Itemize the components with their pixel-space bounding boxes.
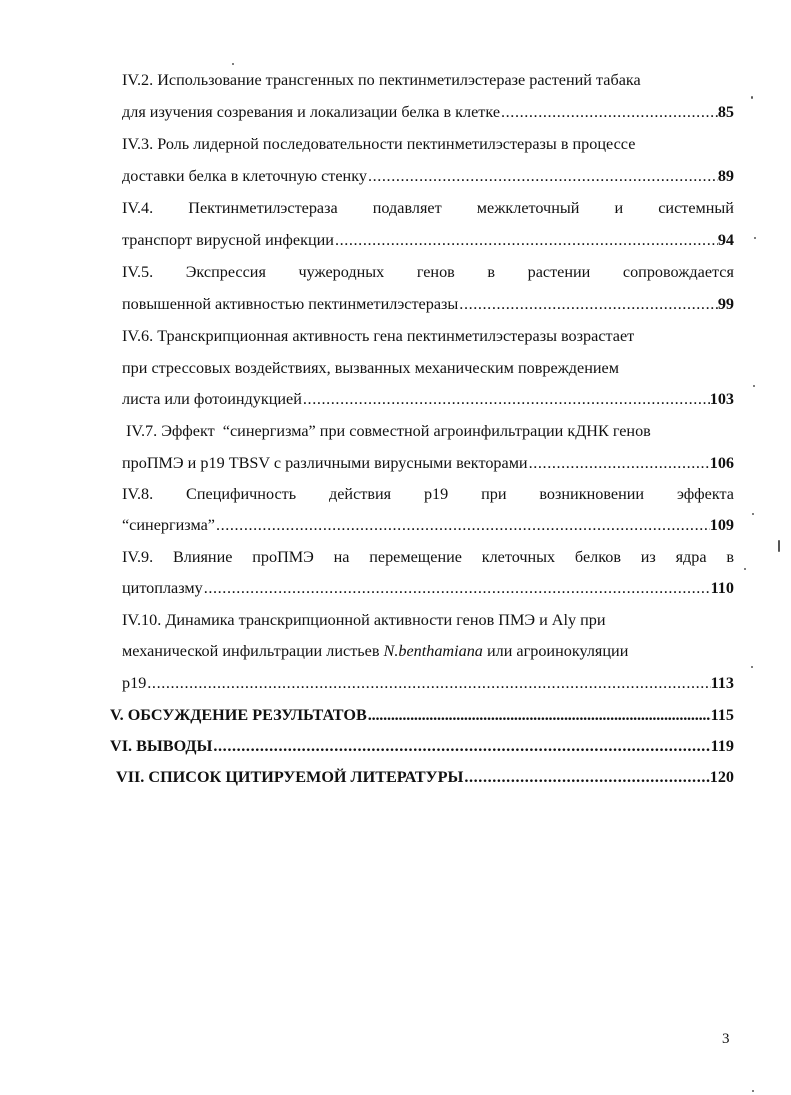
toc-word: межклеточный (476, 199, 580, 217)
toc-entry-iv3-line2 (122, 166, 734, 186)
dot-leader (367, 705, 711, 725)
toc-word: при (481, 485, 507, 503)
toc-page-number: 113 (710, 674, 734, 692)
toc-word: р19 (423, 485, 449, 503)
dot-leader (334, 230, 718, 250)
toc-entry-iv6-line1 (122, 326, 734, 346)
toc-entry-iv9-line1 (122, 547, 734, 567)
toc-entry-iv4-line1 (122, 198, 734, 218)
toc-entry-iv8-line2 (122, 515, 734, 535)
scan-speck (232, 63, 234, 65)
toc-text: проПМЭ и р19 TBSV с различными вирусными векторами (122, 454, 528, 472)
scan-speck (751, 96, 753, 99)
toc-entry-iv2-line2 (122, 102, 734, 122)
toc-word: системный (658, 199, 734, 217)
toc-section-vi (110, 736, 734, 756)
toc-word: IV.8. (122, 485, 154, 503)
toc-text: цитоплазму (122, 579, 203, 597)
toc-text: для изучения созревания и локализации белка в клетке (122, 103, 501, 121)
toc-text: IV.6. Транскрипционная активность гена пектинметилэстеразы возрастает (122, 327, 635, 345)
toc-entry-iv9-line2 (122, 578, 734, 598)
toc-text: транспорт вирусной инфекции (122, 231, 334, 249)
toc-word: в (726, 548, 734, 566)
toc-section-label: V. ОБСУЖДЕНИЕ РЕЗУЛЬТАТОВ (110, 706, 367, 724)
toc-page-number: 103 (709, 390, 734, 408)
dot-leader (215, 515, 710, 535)
species-name: N.benthamiana (383, 642, 483, 660)
toc-entry-iv5-line1 (122, 262, 734, 282)
dot-leader (146, 673, 710, 693)
toc-page-number: 110 (710, 579, 734, 597)
toc-page-number: 119 (710, 737, 734, 755)
toc-word: Пектинметилэстераза (188, 199, 338, 217)
toc-word: подавляет (372, 199, 442, 217)
toc-word: на (333, 548, 350, 566)
toc-entry-iv5-line2 (122, 294, 734, 314)
dot-leader (212, 736, 710, 756)
scan-speck (778, 540, 780, 552)
toc-text: IV.7. Эффект “синергизма” при совместной агроинфильтрации кДНК генов (126, 422, 651, 440)
dot-leader (302, 389, 710, 409)
dot-leader (367, 166, 718, 186)
dot-leader (500, 102, 718, 122)
toc-word: Специфичность (186, 485, 297, 503)
toc-page-number: 106 (709, 454, 734, 472)
toc-text: при стрессовых воздействиях, вызванных механическим повреждением (122, 359, 619, 377)
page-number: 3 (722, 1031, 730, 1047)
toc-text: “синергизма” (122, 516, 215, 534)
toc-word: белков (574, 548, 621, 566)
toc-page-number: 120 (709, 768, 734, 786)
toc-entry-iv8-line1 (122, 484, 734, 504)
toc-word: IV.4. (122, 199, 154, 217)
toc-entry-iv6-line2 (122, 358, 734, 378)
toc-word: Экспрессия (185, 263, 266, 281)
toc-entry-iv7-line2 (122, 453, 734, 473)
toc-page-number: 94 (717, 231, 734, 249)
toc-page-number: 109 (709, 516, 734, 534)
toc-entry-iv10-line3 (122, 673, 734, 693)
toc-page-number: 89 (717, 167, 734, 185)
toc-entry-iv10-line1 (122, 610, 734, 630)
toc-word: в (487, 263, 496, 281)
toc-word: генов (416, 263, 455, 281)
toc-page-number: 85 (717, 103, 734, 121)
dot-leader (203, 578, 711, 598)
toc-word: из (640, 548, 656, 566)
toc-word: IV.9. (122, 548, 154, 566)
toc-word: перемещение (369, 548, 462, 566)
toc-text: IV.2. Использование трансгенных по пектинметилэстеразе растений табака (122, 71, 641, 89)
toc-text: р19 (122, 674, 147, 692)
toc-word: клеточных (481, 548, 556, 566)
toc-word: действия (328, 485, 392, 503)
toc-text: повышенной активностью пектинметилэстеразы (122, 295, 459, 313)
toc-text: или агроинокуляции (482, 642, 629, 660)
dot-leader (528, 453, 710, 473)
toc-word: проПМЭ (252, 548, 314, 566)
toc-word: IV.5. (122, 263, 154, 281)
toc-text: IV.3. Роль лидерной последовательности пектинметилэстеразы в процессе (122, 135, 636, 153)
toc-section-label: VI. ВЫВОДЫ (110, 737, 213, 755)
toc-word: сопровождается (622, 263, 734, 281)
toc-word: эффекта (676, 485, 734, 503)
scan-speck (752, 1090, 754, 1092)
toc-entry-iv10-line2 (122, 641, 734, 661)
scan-speck (753, 385, 755, 387)
toc-page-number: 115 (710, 706, 734, 724)
toc-word: ядра (675, 548, 707, 566)
dot-leader (458, 294, 718, 314)
toc-word: и (614, 199, 624, 217)
toc-entry-iv7-line1 (126, 421, 734, 441)
toc-section-vii (116, 767, 734, 787)
scan-speck (754, 237, 756, 239)
toc-section-label: VII. СПИСОК ЦИТИРУЕМОЙ ЛИТЕРАТУРЫ (116, 768, 464, 786)
toc-entry-iv3-line1 (122, 134, 734, 154)
toc-text: механической инфильтрации листьев (122, 642, 384, 660)
dot-leader (463, 767, 709, 787)
toc-text: IV.10. Динамика транскрипционной активности генов ПМЭ и Aly при (122, 611, 606, 629)
toc-text: листа или фотоиндукцией (122, 390, 302, 408)
scan-speck (752, 513, 754, 515)
toc-text: доставки белка в клеточную стенку (122, 167, 367, 185)
scan-speck (751, 666, 753, 668)
toc-section-v (110, 705, 734, 725)
toc-entry-iv2-line1 (122, 70, 734, 90)
toc-page-number: 99 (717, 295, 734, 313)
toc-entry-iv6-line3 (122, 389, 734, 409)
toc-word: чужеродных (298, 263, 385, 281)
toc-word: Влияние (172, 548, 233, 566)
scan-speck (744, 568, 746, 570)
toc-entry-iv4-line2 (122, 230, 734, 250)
toc-word: растении (527, 263, 591, 281)
toc-word: возникновении (539, 485, 645, 503)
